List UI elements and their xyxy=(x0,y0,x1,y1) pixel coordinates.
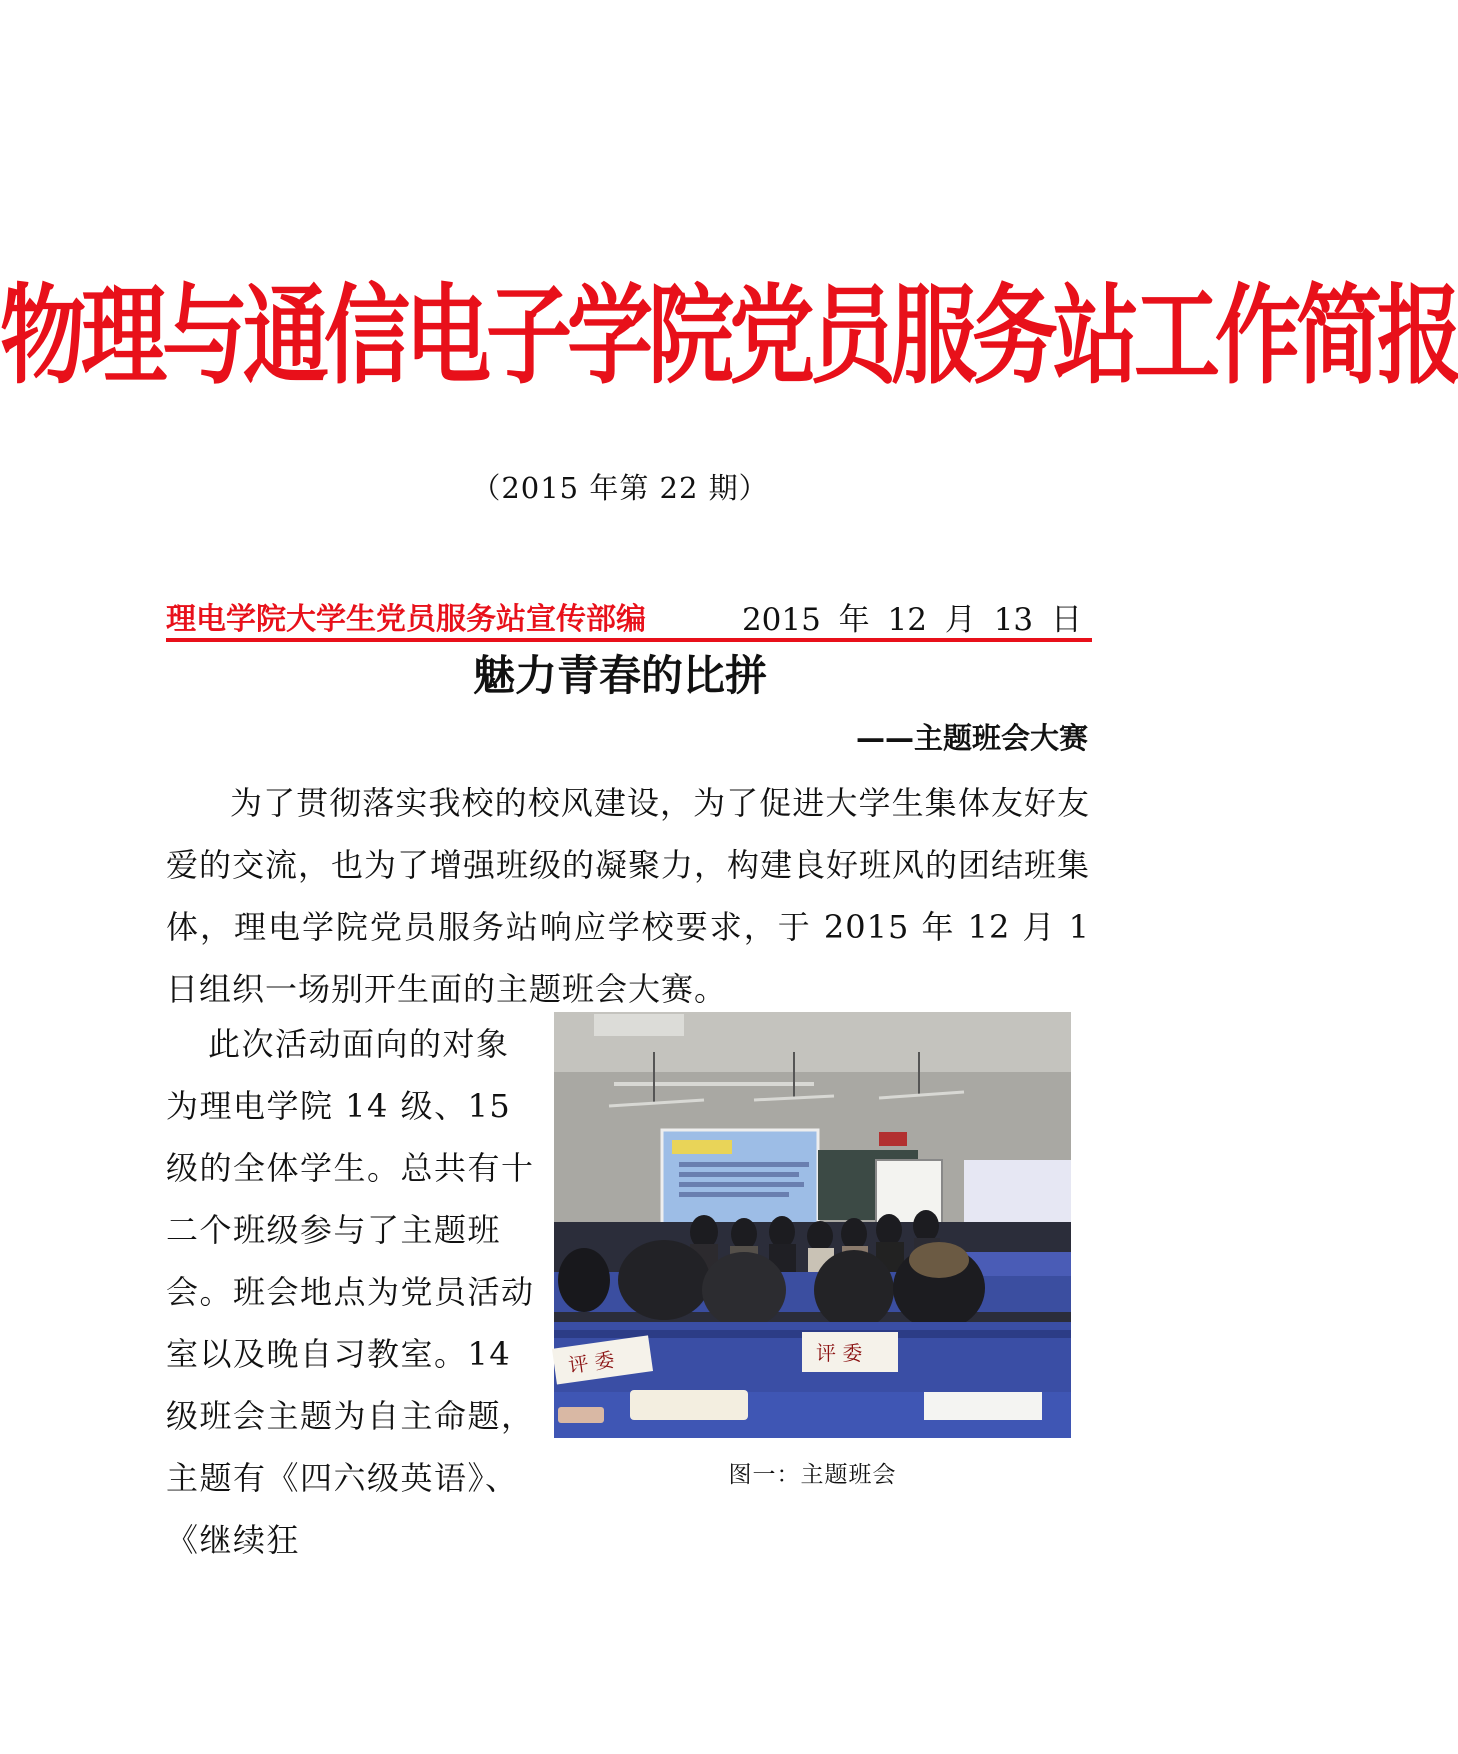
article-paragraph-2: 此次活动面向的对象为理电学院 14 级、15 级的全体学生。总共有十二个班级参与了主题班会。班会地点为党员活动室以及晚自习教室。14 级班会主题为自主命题，主题有《四六级英语》、《继续狂 xyxy=(166,1025,535,1559)
article-title: 魅力青春的比拼 xyxy=(472,651,767,700)
class-meeting-photo xyxy=(554,1012,1071,1438)
publication-date: 2015 年 12 月 13 日 xyxy=(741,602,1082,638)
judge-sign-1: 评 委 xyxy=(566,1347,617,1378)
byline xyxy=(166,590,1092,642)
masthead-title: 物理与通信电子学院党员服务站工作简报 xyxy=(0,274,1458,400)
editorial-department: 理电学院大学生党员服务站宣传部编 xyxy=(166,602,646,637)
article-subtitle: ——主题班会大赛 xyxy=(855,721,1088,755)
article-paragraph-1: 为了贯彻落实我校的校风建设，为了促进大学生集体友好友爱的交流，也为了增强班级的凝聚力，构建良好班风的团结班集体，理电学院党员服务站响应学校要求，于 2015 年 12 月 1 日组织一场别开生面的主题班会大赛。 xyxy=(166,784,1091,1008)
issue-number: （2015 年第 22 期） xyxy=(471,471,769,505)
figure-caption: 图一：主题班会 xyxy=(728,1462,897,1488)
judge-sign-2: 评 委 xyxy=(816,1341,863,1365)
